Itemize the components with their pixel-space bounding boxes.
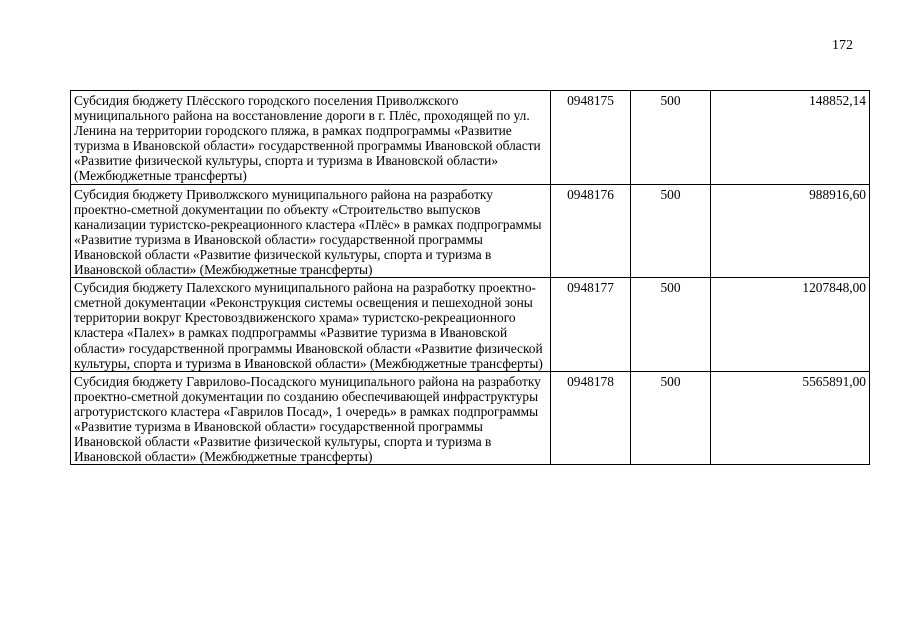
row-description: Субсидия бюджету Плёсского городского поселения Приволжского муниципального района на восстановление дороги в г. Плёс, проходящей по ул. Ленина на территории городского пляжа, в рамках подпрограммы «Развитие туризма в Ивановской области» государственной программы Ивановской области «Развитие физической культуры, спорта и туризма в Ивановской области» (Межбюджетные трансферты): [71, 91, 551, 185]
table-row: [71, 91, 870, 185]
row-amount: 1207848,00: [711, 278, 870, 372]
table-row: [71, 278, 870, 372]
row-expense-type: 500: [631, 278, 711, 372]
row-amount: 5565891,00: [711, 371, 870, 465]
budget-table: [70, 90, 870, 465]
row-description: Субсидия бюджету Палехского муниципального района на разработку проектно-сметной документации «Реконструкция системы освещения и пешеходной зоны территории вокруг Крестовоздвиженского храма» туристско-рекреационного кластера «Палех» в рамках подпрограммы «Развитие туризма в Ивановской области» государственной программы Ивановской области «Развитие физической культуры, спорта и туризма в Ивановской области» (Межбюджетные трансферты): [71, 278, 551, 372]
row-expense-type: 500: [631, 91, 711, 185]
row-description: Субсидия бюджету Гаврилово-Посадского муниципального района на разработку проектно-сметной документации по созданию обеспечивающей инфраструктуры агротуристского кластера «Гаврилов Посад», 1 очередь» в рамках подпрограммы «Развитие туризма в Ивановской области» государственной программы Ивановской области «Развитие физической культуры, спорта и туризма в Ивановской области» (Межбюджетные трансферты): [71, 371, 551, 465]
row-description: Субсидия бюджету Приволжского муниципального района на разработку проектно-сметной документации по объекту «Строительство выпусков канализации туристско-рекреационного кластера «Плёс» в рамках подпрограммы «Развитие туризма в Ивановской области» государственной программы Ивановской области «Развитие физической культуры, спорта и туризма в Ивановской области» (Межбюджетные трансферты): [71, 184, 551, 278]
row-target-code: 0948175: [551, 91, 631, 185]
page-number: 172: [832, 38, 853, 53]
row-amount: 988916,60: [711, 184, 870, 278]
row-expense-type: 500: [631, 184, 711, 278]
row-target-code: 0948178: [551, 371, 631, 465]
row-target-code: 0948176: [551, 184, 631, 278]
row-target-code: 0948177: [551, 278, 631, 372]
row-expense-type: 500: [631, 371, 711, 465]
row-amount: 148852,14: [711, 91, 870, 185]
table-row: [71, 371, 870, 465]
table-row: [71, 184, 870, 278]
